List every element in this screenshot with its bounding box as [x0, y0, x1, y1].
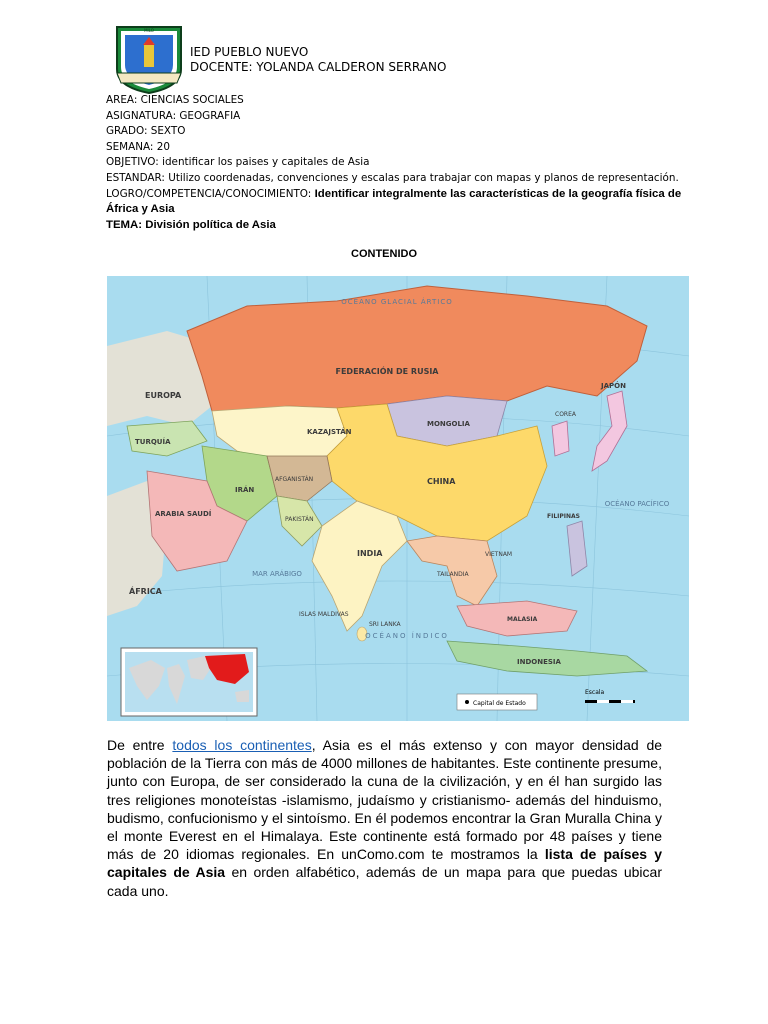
area-line: AREA: CIENCIAS SOCIALES	[106, 94, 244, 106]
achievement-line	[106, 187, 706, 218]
korea-label: COREA	[555, 411, 576, 418]
turkey-label: TURQUÍA	[135, 438, 171, 446]
scale-label: Escala	[585, 689, 605, 696]
school-crest-logo	[111, 25, 187, 95]
achievement-label: LOGRO/COMPETENCIA/CONOCIMIENTO:	[106, 187, 312, 200]
mongolia-label: MONGOLIA	[427, 420, 470, 428]
japan-label: JAPÓN	[601, 382, 626, 390]
thailand-label: TAILANDIA	[437, 571, 469, 578]
srilanka-label: SRI LANKA	[369, 621, 401, 628]
korea-region	[552, 421, 569, 456]
malaysia-label: MALASIA	[507, 616, 538, 623]
afghanistan-label: AFGANISTÁN	[275, 476, 314, 483]
inset-world-map	[121, 648, 257, 716]
intro-bold-text: lista de países y capitales de Asia	[107, 846, 662, 881]
intro-text-body: , Asia es el más extenso y con mayor densidad de población de la Tierra con más de 4000 millones de habitantes. Este continente presume, junto con Europa, de ser considerado la cuna de la civilización, y en él han surgido las tres religiones monoteístas -islamismo, judaísmo y cristianismo- además del hinduismo, budismo, confucionismo y el sintoísmo. En él podemos encontrar la Gran Muralla China y el monte Everest en el Himalaya. Este continente está formado por 48 países y tiene más de 20 idiomas regionales. En unComo.com te mostramos la	[107, 737, 663, 863]
achievement-text: Identificar integralmente las características de la geografía física de África y Asia	[106, 187, 682, 216]
india-label: INDIA	[357, 549, 383, 558]
lesson-metadata	[106, 93, 706, 233]
vietnam-label: VIETNAM	[485, 551, 513, 558]
school-header	[190, 45, 446, 75]
intro-text-end: en orden alfabético, además de un mapa para que puedas ubicar cada uno.	[107, 864, 662, 899]
standard-line: ESTANDAR: Utilizo coordenadas, convenciones y escalas para trabajar con mapas y planos de representación.	[106, 171, 679, 184]
iran-label: IRÁN	[235, 486, 255, 494]
europe-label: EUROPA	[145, 391, 182, 400]
content-heading: CONTENIDO	[351, 248, 417, 260]
ocean-pacific-label: OCÉANO PACÍFICO	[604, 500, 670, 508]
indonesia-label: INDONESIA	[517, 658, 561, 666]
africa-label: ÁFRICA	[129, 587, 162, 596]
subject-line: ASIGNATURA: GEOGRAFIA	[106, 109, 241, 122]
week-line: SEMANA: 20	[106, 140, 170, 153]
pakistan-label: PAKISTÁN	[285, 516, 314, 523]
topic-line: TEMA: División política de Asia	[106, 218, 276, 231]
russia-label: FEDERACIÓN DE RUSIA	[335, 367, 439, 376]
philippines-label: FILIPINAS	[547, 513, 581, 520]
china-label: CHINA	[427, 477, 456, 486]
map-legend	[457, 694, 537, 710]
svg-text:MILO: MILO	[144, 28, 154, 33]
all-continents-link[interactable]: todos los continentes	[172, 737, 312, 753]
kazakhstan-label: KAZAJSTÁN	[307, 428, 352, 436]
grade-line: GRADO: SEXTO	[106, 125, 186, 138]
ocean-north-label: OCÉANO GLACIAL ÁRTICO	[341, 298, 453, 306]
arabia-label: ARABIA SAUDÍ	[155, 510, 212, 518]
intro-text-start: De entre	[107, 737, 173, 753]
asia-political-map	[107, 276, 689, 721]
sea-arabic-label: MAR ARÁBIGO	[252, 570, 302, 578]
teacher-name: DOCENTE: YOLANDA CALDERON SERRANO	[190, 60, 447, 74]
school-name: IED PUEBLO NUEVO	[190, 45, 309, 59]
objective-line: OBJETIVO: identificar los paises y capitales de Asia	[106, 156, 370, 169]
maldives-label: ISLAS MALDIVAS	[299, 611, 349, 618]
intro-paragraph	[107, 736, 662, 900]
legend-capital-text: Capital de Estado	[473, 700, 526, 707]
ocean-indian-label: OCÉANO ÍNDICO	[365, 632, 449, 640]
